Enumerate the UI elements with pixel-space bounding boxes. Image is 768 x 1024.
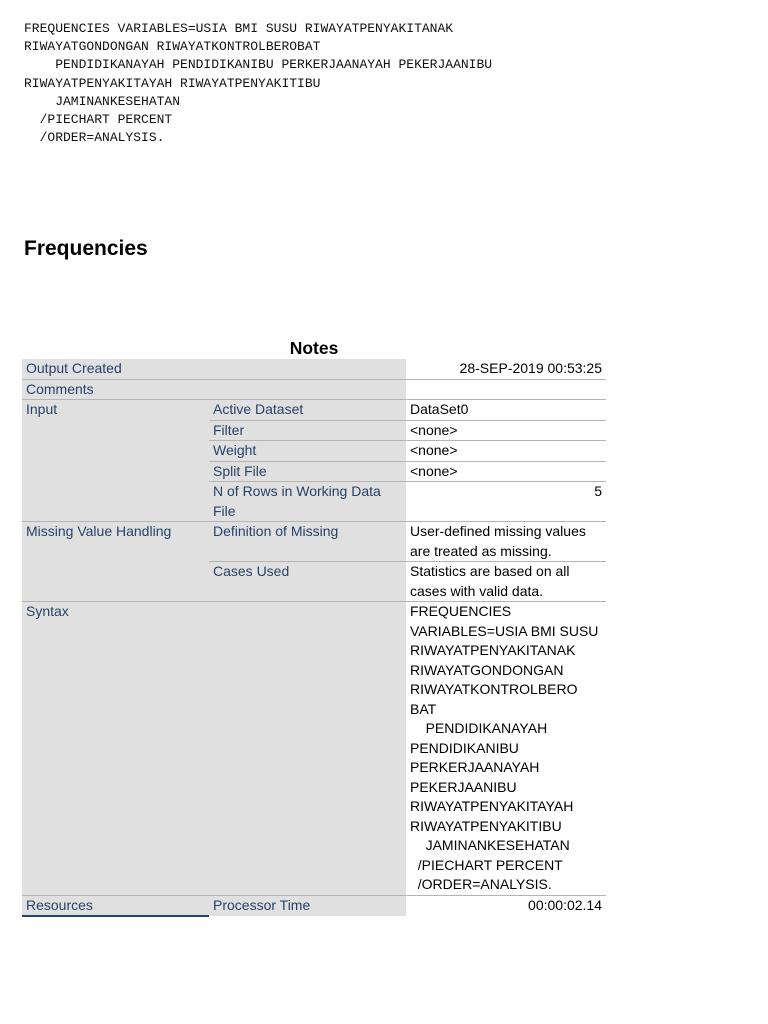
weight-label: Weight xyxy=(209,441,406,462)
definition-of-missing-value: User-defined missing values are treated as missing. xyxy=(406,522,606,562)
weight-value: <none> xyxy=(406,441,606,462)
table-row-active-dataset xyxy=(22,400,606,421)
missing-value-handling-label: Missing Value Handling xyxy=(22,522,209,602)
cases-used-value: Statistics are based on all cases with valid data. xyxy=(406,562,606,602)
table-row-processor-time xyxy=(22,895,606,916)
processor-time-value: 00:00:02.14 xyxy=(406,895,606,916)
split-file-label: Split File xyxy=(209,461,406,482)
split-file-value: <none> xyxy=(406,461,606,482)
n-rows-label: N of Rows in Working Data File xyxy=(209,482,406,522)
active-dataset-label: Active Dataset xyxy=(209,400,406,421)
syntax-command-block: FREQUENCIES VARIABLES=USIA BMI SUSU RIWAYATPENYAKITANAK RIWAYATGONDONGAN RIWAYATKONTROLBEROBAT PENDIDIKANAYAH PENDIDIKANIBU PERKERJAANAYAH PEKERJAANIBU RIWAYATPENYAKITAYAH RIWAYATPENYAKITIBU JAMINANKESEHATAN /PIECHART PERCENT /ORDER=ANALYSIS. xyxy=(24,21,493,146)
resources-label: Resources xyxy=(22,895,209,916)
filter-label: Filter xyxy=(209,420,406,441)
input-label: Input xyxy=(22,400,209,522)
output-created-label: Output Created xyxy=(22,359,406,379)
definition-of-missing-label: Definition of Missing xyxy=(209,522,406,562)
n-rows-value: 5 xyxy=(406,482,606,522)
table-row-definition-of-missing xyxy=(22,522,606,562)
processor-time-label: Processor Time xyxy=(209,895,406,916)
frequencies-heading: Frequencies xyxy=(24,237,148,260)
comments-label: Comments xyxy=(22,379,406,400)
cases-used-label: Cases Used xyxy=(209,562,406,602)
active-dataset-value: DataSet0 xyxy=(406,400,606,421)
notes-table xyxy=(22,359,606,917)
filter-value: <none> xyxy=(406,420,606,441)
notes-table-title: Notes xyxy=(289,338,339,358)
output-created-value: 28-SEP-2019 00:53:25 xyxy=(406,359,606,379)
comments-value xyxy=(406,379,606,400)
table-row-comments xyxy=(22,379,606,400)
table-row-output-created xyxy=(22,359,606,379)
table-row-syntax xyxy=(22,602,606,896)
syntax-value: FREQUENCIES VARIABLES=USIA BMI SUSU RIWAYATPENYAKITANAK RIWAYATGONDONGAN RIWAYATKONTROLBERO BAT PENDIDIKANAYAH PENDIDIKANIBU PERKERJAANAYAH PEKERJAANIBU RIWAYATPENYAKITAYAH RIWAYATPENYAKITIBU JAMINANKESEHATAN /PIECHART PERCENT /ORDER=ANALYSIS. xyxy=(406,602,606,896)
syntax-label: Syntax xyxy=(22,602,406,896)
